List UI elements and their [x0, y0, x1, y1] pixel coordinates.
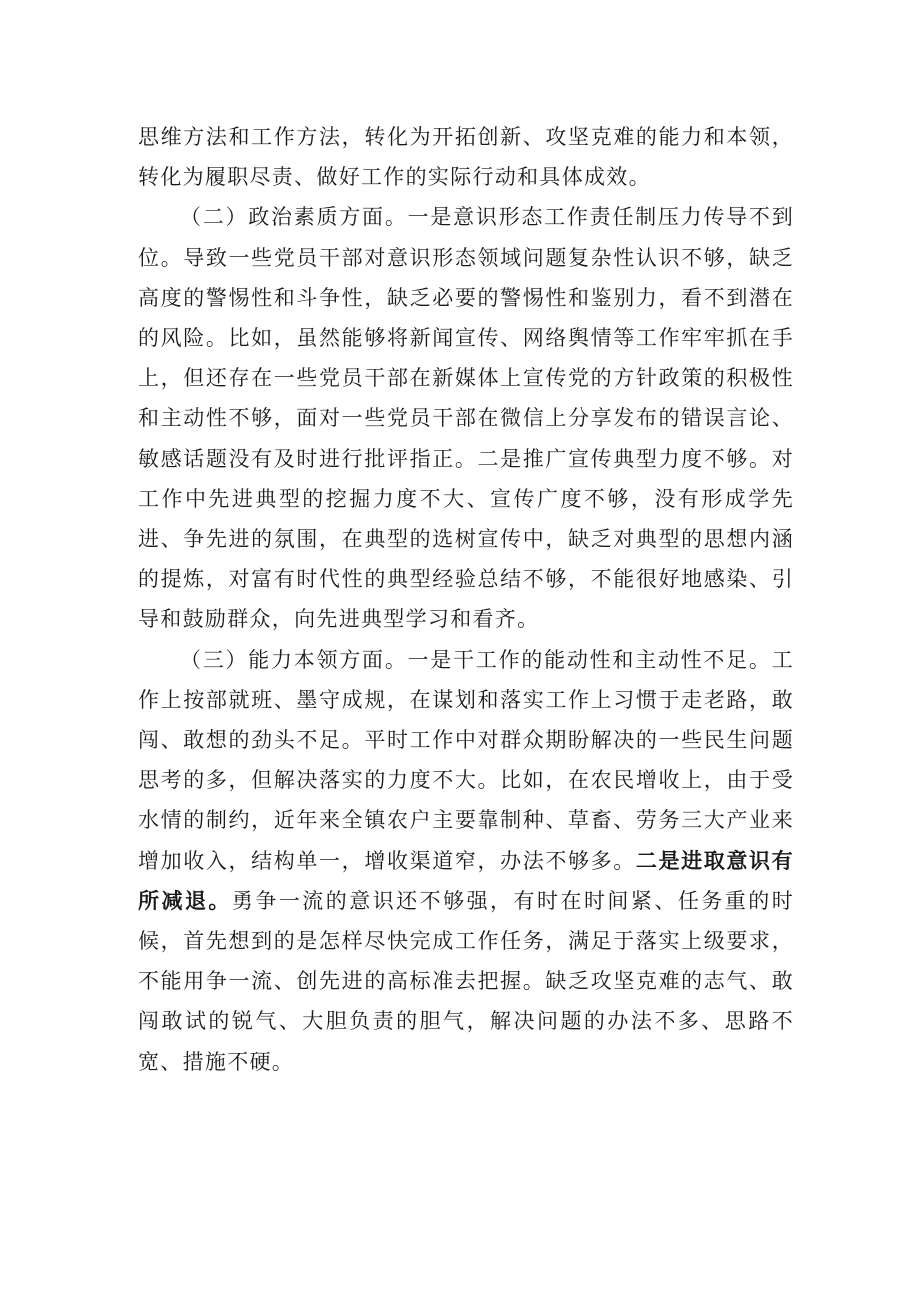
paragraph-ability — [138, 640, 794, 1082]
document-body — [138, 117, 794, 1082]
paragraph-continuation — [138, 117, 794, 197]
paragraph-text: （三）能力本领方面。一是干工作的能动性和主动性不足。工作上按部就班、墨守成规，在谋划和落实工作上习惯于走老路，敢闯、敢想的劲头不足。平时工作中对群众期盼解决的一些民生问题思考的多，但解决落实的力度不大。比如，在农民增收上，由于受水情的制约，近年来全镇农户主要靠制种、草畜、劳务三大产业来增加收入，结构单一，增收渠道窄，办法不够多。 — [138, 647, 794, 873]
paragraph-political-quality — [138, 197, 794, 639]
paragraph-text: （二）政治素质方面。一是意识形态工作责任制压力传导不到位。导致一些党员干部对意识形态领域问题复杂性认识不够，缺乏高度的警惕性和斗争性，缺乏必要的警惕性和鉴别力，看不到潜在的风险。比如，虽然能够将新闻宣传、网络舆情等工作牢牢抓在手上，但还存在一些党员干部在新媒体上宣传党的方针政策的积极性和主动性不够，面对一些党员干部在微信上分享发布的错误言论、敏感话题没有及时进行批评指正。二是推广宣传典型力度不够。对工作中先进典型的挖掘力度不大、宣传广度不够，没有形成学先进、争先进的氛围，在典型的选树宣传中，缺乏对典型的思想内涵的提炼，对富有时代性的典型经验总结不够，不能很好地感染、引导和鼓励群众，向先进典型学习和看齐。 — [138, 205, 794, 632]
bold-heading-text: 二是进取意识有所减退。 — [138, 847, 794, 913]
paragraph-text: 思维方法和工作方法，转化为开拓创新、攻坚克难的能力和本领，转化为履职尽责、做好工作的实际行动和具体成效。 — [138, 125, 794, 190]
paragraph-text: 勇争一流的意识还不够强，有时在时间紧、任务重的时候，首先想到的是怎样尽快完成工作任务，满足于落实上级要求，不能用争一流、创先进的高标准去把握。缺乏攻坚克难的志气、敢闯敢试的锐气、大胆负责的胆气，解决问题的办法不多、思路不宽、措施不硬。 — [138, 888, 795, 1074]
